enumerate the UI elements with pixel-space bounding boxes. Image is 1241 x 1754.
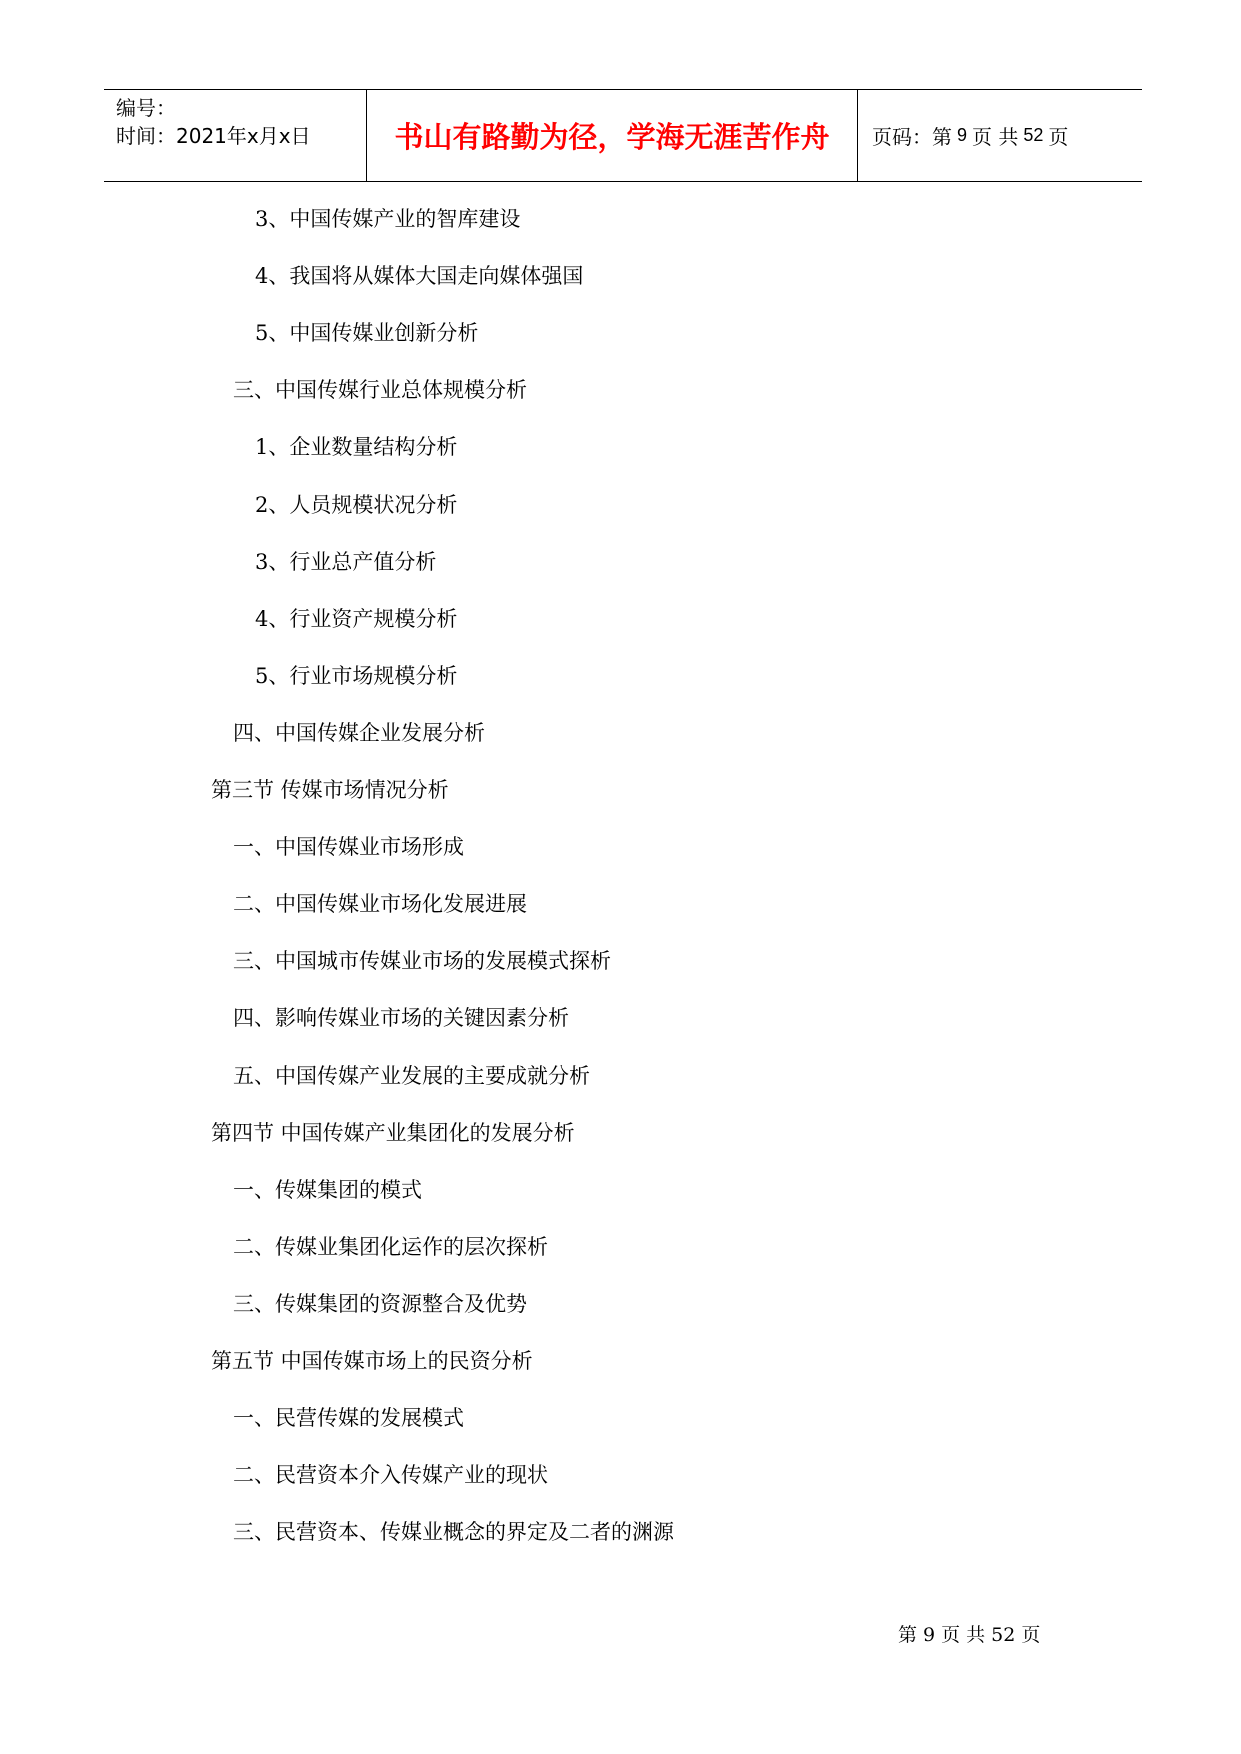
header-page-prefix: 页码：第 (872, 125, 952, 149)
toc-entry: 五、中国传媒产业发展的主要成就分析 (233, 1064, 590, 1088)
toc-entry: 三、传媒集团的资源整合及优势 (233, 1292, 527, 1316)
toc-entry: 3、行业总产值分析 (255, 550, 437, 574)
toc-entry: 二、传媒业集团化运作的层次探析 (233, 1235, 548, 1259)
header-page-suffix: 页 (1048, 125, 1069, 149)
toc-entry: 5、中国传媒业创新分析 (255, 321, 479, 345)
header-page-current: 9 (957, 125, 968, 145)
toc-entry: 1、企业数量结构分析 (255, 435, 458, 459)
footer-prefix: 第 (898, 1624, 918, 1646)
toc-entry: 二、中国传媒业市场化发展进展 (233, 892, 527, 916)
footer-suffix: 页 (1021, 1624, 1041, 1646)
header-motto: 书山有路勤为径，学海无涯苦作舟 (367, 90, 858, 181)
toc-entry: 四、影响传媒业市场的关键因素分析 (233, 1006, 569, 1030)
time-label: 时间：2021年x月x日 (116, 124, 311, 148)
toc-entry: 4、我国将从媒体大国走向媒体强国 (255, 264, 584, 288)
toc-entry: 2、人员规模状况分析 (255, 493, 458, 517)
header-meta-cell (104, 90, 367, 181)
toc-section-heading: 第四节 中国传媒产业集团化的发展分析 (211, 1121, 575, 1145)
footer-mid: 页 共 (941, 1624, 986, 1646)
toc-entry: 四、中国传媒企业发展分析 (233, 721, 485, 745)
toc-section-heading: 第五节 中国传媒市场上的民资分析 (211, 1349, 533, 1373)
footer-page-current: 9 (923, 1624, 936, 1646)
toc-entry: 三、中国城市传媒业市场的发展模式探析 (233, 949, 611, 973)
toc-entry: 三、民营资本、传媒业概念的界定及二者的渊源 (233, 1520, 674, 1544)
toc-entry: 3、中国传媒产业的智库建设 (255, 207, 521, 231)
page-header (104, 89, 1142, 182)
page-footer (898, 1622, 1040, 1648)
toc-entry: 5、行业市场规模分析 (255, 664, 458, 688)
toc-section-heading: 第三节 传媒市场情况分析 (211, 778, 449, 802)
header-page-total: 52 (1023, 125, 1044, 145)
header-page-info (858, 90, 1142, 181)
toc-entry: 三、中国传媒行业总体规模分析 (233, 378, 527, 402)
footer-page-total: 52 (991, 1624, 1016, 1646)
toc-entry: 一、中国传媒业市场形成 (233, 835, 464, 859)
toc-entry: 二、民营资本介入传媒产业的现状 (233, 1463, 548, 1487)
toc-entry: 一、传媒集团的模式 (233, 1178, 422, 1202)
header-page-mid: 页 共 (972, 125, 1019, 149)
toc-entry: 一、民营传媒的发展模式 (233, 1406, 464, 1430)
serial-label: 编号： (116, 96, 176, 120)
toc-entry: 4、行业资产规模分析 (255, 607, 458, 631)
